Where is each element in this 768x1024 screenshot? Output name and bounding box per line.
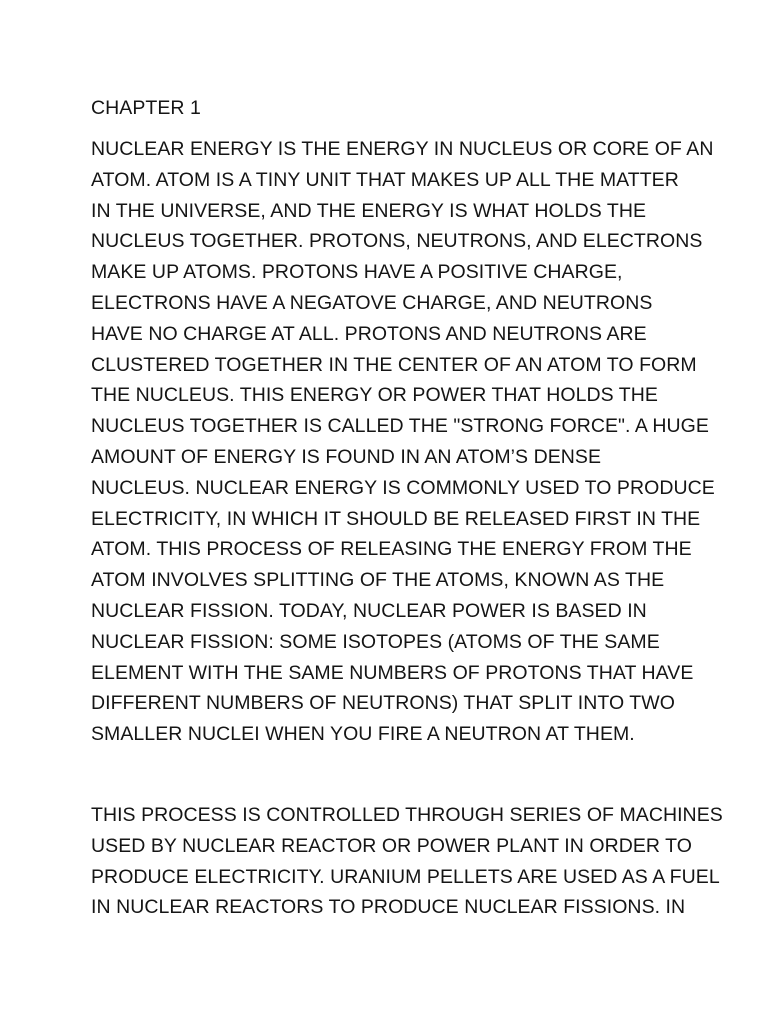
paragraph-line: THIS PROCESS IS CONTROLLED THROUGH SERIES OF MACHINES	[91, 804, 723, 826]
paragraph-line: THE NUCLEUS. THIS ENERGY OR POWER THAT HOLDS THE	[91, 384, 658, 407]
paragraph-line: ELECTRICITY, IN WHICH IT SHOULD BE RELEASED FIRST IN THE	[91, 507, 701, 530]
paragraph-line: ATOM. THIS PROCESS OF RELEASING THE ENERGY FROM THE	[91, 538, 692, 561]
paragraph-line: PRODUCE ELECTRICITY. URANIUM PELLETS ARE USED AS A FUEL	[91, 865, 720, 888]
paragraph-line: NUCLEUS TOGETHER. PROTONS, NEUTRONS, AND ELECTRONS	[91, 230, 703, 253]
paragraph-line: IN NUCLEAR REACTORS TO PRODUCE NUCLEAR FISSIONS. IN	[91, 896, 686, 919]
paragraph-line: SMALLER NUCLEI WHEN YOU FIRE A NEUTRON AT THEM.	[91, 723, 635, 746]
paragraph-line: ATOM INVOLVES SPLITTING OF THE ATOMS, KNOWN AS THE	[91, 569, 665, 592]
paragraph-line: DIFFERENT NUMBERS OF NEUTRONS) THAT SPLIT INTO TWO	[91, 692, 675, 715]
paragraph-line: MAKE UP ATOMS. PROTONS HAVE A POSITIVE CHARGE,	[91, 261, 623, 284]
paragraph-line: NUCLEUS TOGETHER IS CALLED THE "STRONG FORCE". A HUGE	[91, 415, 709, 438]
paragraph-line: ATOM. ATOM IS A TINY UNIT THAT MAKES UP ALL THE MATTER	[91, 168, 679, 191]
paragraph-line: IN THE UNIVERSE, AND THE ENERGY IS WHAT HOLDS THE	[91, 199, 647, 222]
paragraph-line: CLUSTERED TOGETHER IN THE CENTER OF AN ATOM TO FORM	[91, 353, 697, 376]
paragraph-line: NUCLEAR FISSION. TODAY, NUCLEAR POWER IS BASED IN	[91, 599, 647, 622]
paragraph-line: NUCLEAR ENERGY IS THE ENERGY IN NUCLEUS OR CORE OF AN	[91, 138, 714, 160]
paragraph-line: NUCLEUS. NUCLEAR ENERGY IS COMMONLY USED TO PRODUCE	[91, 476, 715, 499]
chapter-heading: CHAPTER 1	[91, 97, 201, 119]
paragraph-1	[91, 134, 715, 750]
paragraph-2	[91, 800, 723, 923]
paragraph-line: AMOUNT OF ENERGY IS FOUND IN AN ATOM’S DENSE	[91, 445, 601, 468]
paragraph-line: USED BY NUCLEAR REACTOR OR POWER PLANT IN ORDER TO	[91, 834, 692, 857]
paragraph-line: ELECTRONS HAVE A NEGATOVE CHARGE, AND NEUTRONS	[91, 291, 653, 314]
paragraph-line: HAVE NO CHARGE AT ALL. PROTONS AND NEUTRONS ARE	[91, 322, 647, 345]
paragraph-line: ELEMENT WITH THE SAME NUMBERS OF PROTONS THAT HAVE	[91, 661, 694, 684]
paragraph-line: NUCLEAR FISSION: SOME ISOTOPES (ATOMS OF THE SAME	[91, 630, 660, 653]
